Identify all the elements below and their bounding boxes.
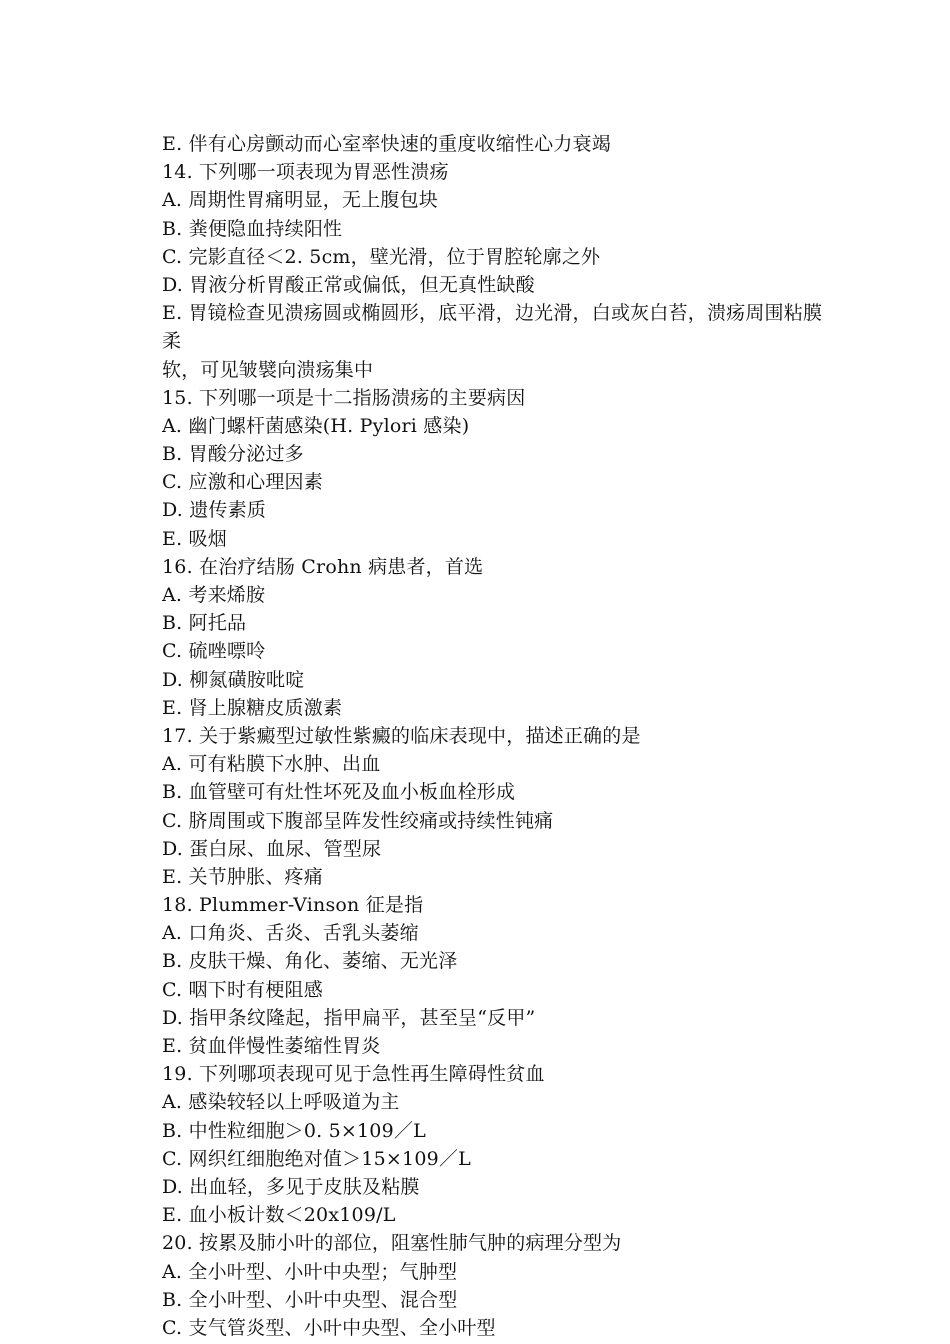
answer-option: A. 感染较轻以上呼吸道为主: [162, 1091, 400, 1114]
answer-option: B. 胃酸分泌过多: [162, 443, 304, 466]
answer-option: C. 脐周围或下腹部呈阵发性绞痛或持续性钝痛: [162, 809, 554, 832]
question-stem: 17. 关于紫癜型过敏性紫癜的临床表现中，描述正确的是: [162, 724, 641, 747]
answer-option: A. 幽门螺杆菌感染(H. Pylori 感染): [162, 414, 470, 437]
answer-option: C. 完影直径＜2. 5cm，壁光滑，位于胃腔轮廓之外: [162, 245, 601, 268]
answer-option: D. 胃液分析胃酸正常或偏低，但无真性缺酸: [162, 273, 535, 296]
answer-option: E. 吸烟: [162, 527, 227, 550]
answer-option: B. 皮肤干燥、角化、萎缩、无光泽: [162, 950, 458, 973]
answer-option: C. 支气管炎型、小叶中央型、全小叶型: [162, 1316, 496, 1339]
answer-option: B. 阿托品: [162, 612, 247, 635]
answer-option: E. 贫血伴慢性萎缩性胃炎: [162, 1035, 381, 1057]
question-stem: 19. 下列哪项表现可见于急性再生障碍性贫血: [162, 1063, 545, 1086]
text-line: E. 伴有心房颤动而心室率快速的重度收缩性心力衰竭: [162, 133, 611, 155]
answer-option: D. 指甲条纹隆起，指甲扁平，甚至呈“反甲”: [162, 1006, 536, 1029]
question-stem: 16. 在治疗结肠 Crohn 病患者，首选: [162, 555, 484, 578]
answer-option: A. 可有粘膜下水肿、出血: [162, 753, 381, 776]
answer-option: C. 硫唑嘌呤: [162, 640, 266, 663]
answer-option: E. 血小板计数＜20x109/L: [162, 1204, 396, 1227]
answer-option: B. 粪便隐血持续阳性: [162, 217, 343, 240]
answer-option: C. 咽下时有梗阻感: [162, 978, 323, 1001]
answer-option: E. 肾上腺糖皮质激素: [162, 696, 343, 719]
answer-option: B. 全小叶型、小叶中央型、混合型: [162, 1288, 458, 1311]
text-line: 柔: [162, 330, 182, 353]
question-text-block: [162, 130, 910, 1342]
answer-option: D. 蛋白尿、血尿、管型尿: [162, 837, 382, 860]
answer-option: E. 胃镜检查见溃疡圆或椭圆形，底平滑，边光滑，白或灰白苔，溃疡周围粘膜: [162, 302, 823, 325]
question-stem: 18. Plummer-Vinson 征是指: [162, 894, 424, 917]
answer-option: A. 周期性胃痛明显，无上腹包块: [162, 189, 439, 212]
answer-option: E. 关节肿胀、疼痛: [162, 865, 323, 888]
question-stem: 20. 按累及肺小叶的部位，阻塞性肺气肿的病理分型为: [162, 1232, 622, 1255]
answer-option: C. 应激和心理因素: [162, 471, 323, 494]
text-line: 软，可见皱襞向溃疡集中: [162, 358, 374, 381]
answer-option: A. 口角炎、舌炎、舌乳头萎缩: [162, 922, 419, 945]
answer-option: A. 全小叶型、小叶中央型；气肿型: [162, 1260, 458, 1283]
answer-option: B. 血管壁可有灶性坏死及血小板血栓形成: [162, 781, 516, 804]
question-stem: 15. 下列哪一项是十二指肠溃疡的主要病因: [162, 386, 526, 409]
question-stem: 14. 下列哪一项表现为胃恶性溃疡: [162, 161, 449, 184]
answer-option: C. 网织红细胞绝对值＞15×109／L: [162, 1147, 471, 1170]
answer-option: D. 柳氮磺胺吡啶: [162, 668, 305, 691]
answer-option: A. 考来烯胺: [162, 584, 266, 606]
answer-option: D. 遗传素质: [162, 499, 267, 522]
answer-option: D. 出血轻，多见于皮肤及粘膜: [162, 1175, 420, 1198]
answer-option: B. 中性粒细胞＞0. 5×109／L: [162, 1119, 426, 1142]
